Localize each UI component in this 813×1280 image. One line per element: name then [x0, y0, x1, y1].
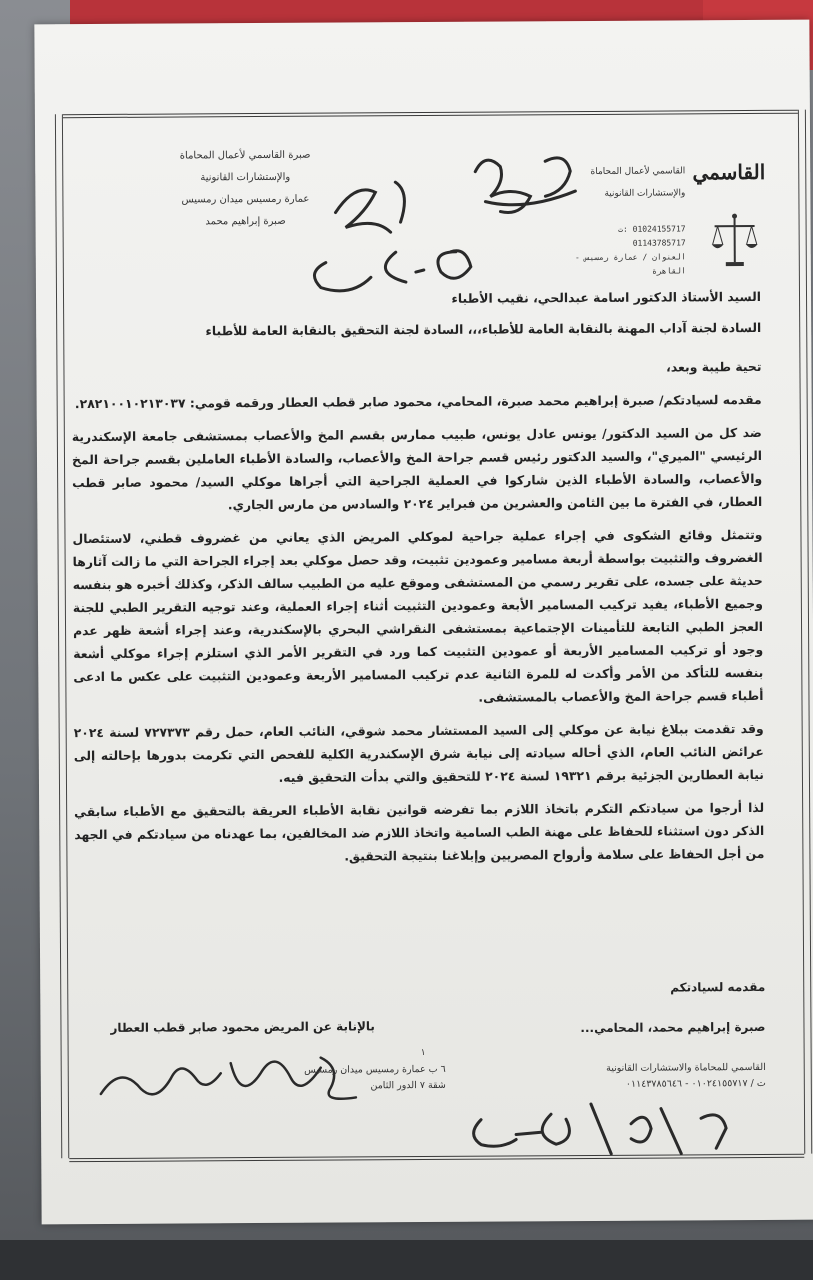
scales-of-justice-icon [710, 212, 760, 270]
hand-number: ٢٣ [364, 222, 366, 224]
signatory-name: صبرة إبراهيم محمد، المحامي... [580, 1019, 766, 1036]
on-behalf-line: بالإنابة عن المريض محمود صابر قطب العطار [110, 1019, 375, 1035]
signature-text: صبرة ابراهيم محمد [72, 1044, 81, 1046]
page-number: ١ [420, 1048, 426, 1059]
phone-number: 01024155717 :ت [618, 224, 686, 234]
document-page [34, 20, 813, 1225]
letter-body [71, 285, 765, 879]
firm-logo-text: القاسمي [692, 159, 766, 185]
firm-line: القاسمي لأعمال المحاماة [590, 166, 686, 177]
greeting: تحية طيبة وبعد، [666, 358, 762, 375]
footer-address-block [304, 1062, 446, 1095]
date-text: ٢٠٢٤/٣/٧ [457, 1099, 461, 1101]
letterhead-address: العنوان / عمارة رمسيس - القاهرة [574, 252, 686, 276]
hand-word: شكوى [382, 200, 386, 202]
handwritten-complaint-number [285, 141, 606, 303]
footer-phones: ت / ٠١٠٢٤١٥٥٧١٧ - ٠١١٤٣٧٨٥٦٤٦ [625, 1077, 766, 1090]
letterhead-left-line: صبرة إبراهيم محمد [205, 215, 286, 228]
recipient-line: السادة لجنة آداب المهنة بالنقابة العامة للأطباء،،، السادة لجنة التحقيق بالنقابة العامة للأطباء [205, 319, 762, 339]
letterhead-left-line: صبرة القاسمي لأعمال المحاماة [179, 149, 311, 162]
intro-paragraph: مقدمه لسيادتكم/ صبرة إبراهيم محمد صبرة، المحامي، محمود صابر قطب العطار ورقمه قومي: ٢٨٢١٠٠١٠٢١٣٠٣٧. [74, 391, 762, 412]
firm-line: والإستشارات القانونية [604, 188, 686, 199]
footer-floor: شقة ٧ الدور الثامن [370, 1079, 446, 1092]
body-paragraph: وتتمثل وقائع الشكوى في إجراء عملية جراحية لموكلي المريض الذي يعاني من غضروف قطني، لاستئصال الغضروف والتثبيت بواسطة أربعة مسامير وعمودين تثبيت، وقد حصل موكلي بعد إجراء الجراحة التي ما زالت آثارها حديثة على جسده، على تقرير رسمي من المستشفى وموقع عليه من الطبيب سالف الذكر، وكذلك أخبره هو بنفسه وجميع الأطباء، يفيد تركيب المسامير الأبعة وعمودين التثبيت أثناء إجراء العملية، وعند توجيه التقرير الطبي للجنة العجز الطبي التابعة للتأمينات الإجتماعية بمستشفى النقراشي البحري بالإسكندرية، وعند إجراء أشعة ظهر عدم وجود أو تركيب المسامير الأربعة أو عمودين التثبيت كما ورد في التقرير الأمر الذي استلزم إجراء موكلي أشعة بنفسه للتأكد من الأمر وأكدت له للمرة الثانية عدم تركيب المسامير الأربعة وعمودين التثبيت على عكس ما ادعى أطباء قسم جراحة المخ والأعصاب بالمستشفى. [72, 526, 764, 705]
footer-address: ٦ ب عمارة رمسيس ميدان رمسيس [304, 1063, 446, 1076]
hand-year: ٢٠٢٤ [383, 282, 386, 284]
recipient-line: السيد الأستاذ الدكتور اسامة عبدالحي، نقيب الأطباء [451, 288, 762, 306]
footer-firm: القاسمي للمحاماة والاستشارات القانونية [606, 1061, 766, 1074]
footer-firm-block [606, 1060, 766, 1093]
handwritten-date [457, 1098, 761, 1160]
closing-line: مقدمه لسيادتكم [670, 979, 766, 995]
letterhead-left-line: والإستشارات القانونية [200, 171, 291, 184]
background-dark-surface [0, 1240, 813, 1280]
body-paragraph: لذا أرجوا من سيادتكم التكرم باتخاذ اللازم بما تفرضه قوانين نقابة الأطباء العريقة بالتحقيق مع الأطباء سابقي الذكر دون استثناء للحفاظ على مهنة الطب السامية واتخاذ اللازم ضد المخالفين، بما عهدناه من سيادتكم في الجهد من أجل الحفاظ على سلامة وأرواح المصريين وإبلاغنا بنتيجة التحقيق. [74, 799, 765, 864]
letterhead-left-line: عمارة رمسيس ميدان رمسيس [181, 193, 310, 206]
body-paragraph: ضد كل من السيد الدكتور/ يونس عادل يونس، طبيب ممارس بقسم المخ والأعصاب بمستشفى جامعة الإسكندرية الرئيسي "الميري"، والسيد الدكتور رئيس قسم جراحة المخ والأعصاب، والسادة الأطباء العاملين بقسم جراحة المخ والأعصاب، والسادة الأطباء الذين شاركوا في العملية الجراحية التي أجراها موكلي السيد/ محمود صابر قطب العطار، في الفترة ما بين الثامن والعشرين من فبراير ٢٠٢٤ والسادس من مارس الجاري. [71, 424, 763, 513]
body-paragraph: وقد تقدمت ببلاغ نيابة عن موكلي إلى السيد المستشار محمد شوقي، النائب العام، حمل رقم ٧٢٧٣٧٣ لسنة ٢٠٢٤ عرائض النائب العام، الذي أحاله سيادته إلى نيابة شرق الإسكندرية الكلية للفحص التي تكرمت بدورها بإحالته إلى نيابة العطارين الجزئية برقم ١٩٣٢١ لسنة ٢٠٢٤ للتحقيق والتي بدأت التحقيق فيه. [73, 720, 764, 785]
phone-number: 01143785717 [632, 238, 686, 248]
